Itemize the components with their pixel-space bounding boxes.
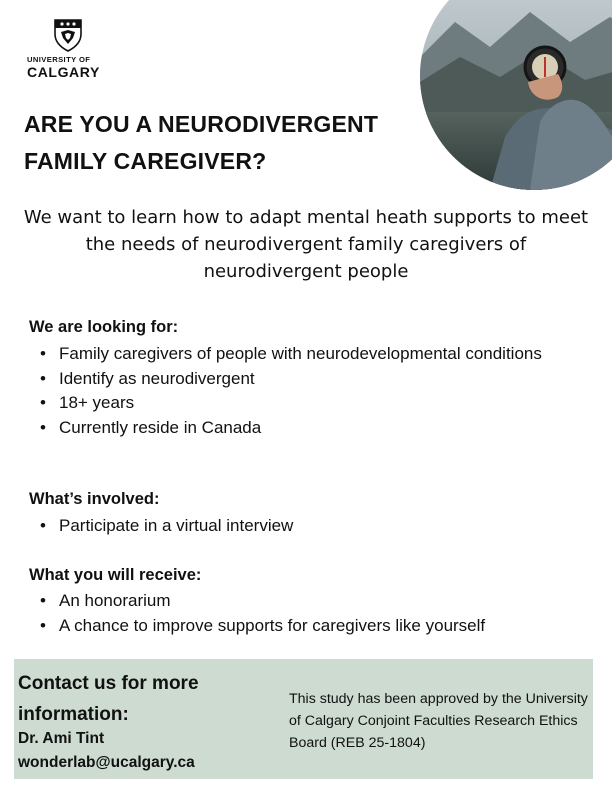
- looking-for-list: [36, 342, 576, 440]
- ethics-approval-text: This study has been approved by the University of Calgary Conjoint Faculties Research Ethics Board (REB 25-1804): [289, 691, 588, 751]
- logo-text-university-of: UNIVERSITY OF: [27, 55, 91, 64]
- looking-for-title: We are looking for:: [29, 318, 179, 336]
- list-item: • 18+ years: [36, 391, 576, 416]
- receive-title: What you will receive:: [29, 566, 202, 584]
- university-logo: [27, 18, 117, 80]
- list-item: • An honorarium: [36, 589, 576, 614]
- list-item: • A chance to improve supports for caregivers like yourself: [36, 614, 576, 639]
- logo-text-calgary: CALGARY: [27, 64, 100, 80]
- contact-footer: [14, 659, 593, 779]
- intro-paragraph: We want to learn how to adapt mental heath supports to meet the needs of neurodivergent family caregivers of neurodivergent people: [23, 207, 589, 282]
- contact-name: Dr. Ami Tint: [18, 730, 105, 747]
- involved-title: What’s involved:: [29, 490, 160, 508]
- contact-title: Contact us for more information:: [18, 673, 199, 725]
- list-item: • Currently reside in Canada: [36, 416, 576, 441]
- contact-email-link[interactable]: wonderlab@ucalgary.ca: [18, 754, 195, 771]
- compass-in-hand-photo: [420, 0, 612, 190]
- headline-line-2: FAMILY CAREGIVER?: [24, 148, 267, 174]
- headline-line-1: ARE YOU A NEURODIVERGENT: [24, 111, 379, 137]
- list-item: • Identify as neurodivergent: [36, 367, 576, 392]
- list-item: • Participate in a virtual interview: [36, 514, 576, 539]
- involved-list: [36, 514, 576, 539]
- headline: [24, 106, 424, 180]
- university-crest-icon: [53, 18, 83, 52]
- list-item: • Family caregivers of people with neurodevelopmental conditions: [36, 342, 576, 367]
- receive-list: [36, 589, 576, 638]
